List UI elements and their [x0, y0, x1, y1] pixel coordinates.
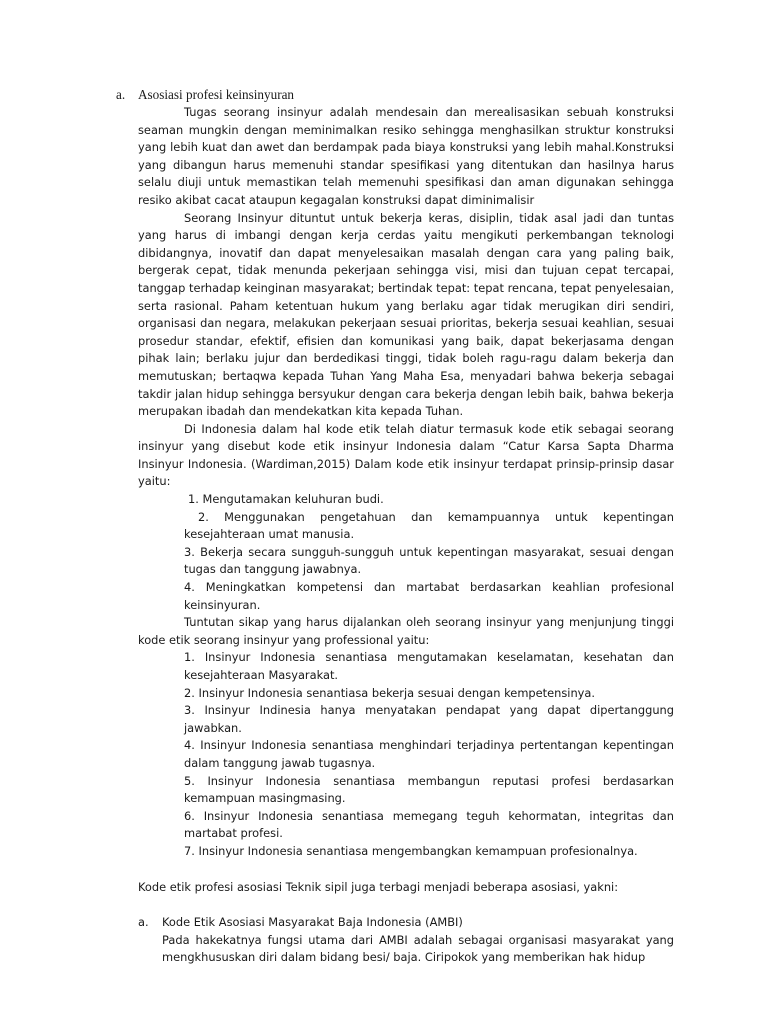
paragraph-engineer-demands: Seorang Insinyur dituntut untuk bekerja keras, disiplin, tidak asal jadi dan tuntas yang harus di imbangi dengan kerja cerdas yaitu mengikuti perkembangan teknologi dibidangnya, inovatif dan dapat menyelesaikan masalah dengan cara yang paling baik, bergerak cepat, tidak menunda pekerjaan sehingga visi, misi dan tujuan cepat tercapai, tanggap terhadap keinginan masyarakat; bertindak tepat: tepat rencana, tepat penyelesaian, serta rasional. Paham ketentuan hukum yang berlaku agar tidak merugikan diri sendiri, organisasi dan negara, melakukan pekerjaan sesuai prioritas, bekerja sesuai keahlian, sesuai prosedur standar, efektif, efisien dan komunikasi yang baik, dapat bekerjasama dengan pihak lain; berlaku jujur dan berdedikasi tinggi, tidak boleh ragu-ragu dalam bekerja dan memutuskan; bertaqwa kepada Tuhan Yang Maha Esa, menyadari bahwa bekerja sebagai takdir jalan hidup sehingga bersyukur dengan cara bekerja dengan lebih baik, bahwa bekerja merupakan ibadah dan mendekatkan kita kepada Tuhan.: [138, 210, 674, 419]
section-marker: a.: [116, 87, 126, 102]
demands-list: [138, 649, 674, 860]
list-item: 3. Bekerja secara sungguh-sungguh untuk kepentingan masyarakat, sesuai dengan tugas dan tanggung jawabnya.: [184, 544, 674, 577]
section-title: Asosiasi profesi keinsinyuran: [138, 87, 295, 102]
list-item: 1. Insinyur Indonesia senantiasa mengutamakan keselamatan, kesehatan dan kesejahteraan Masyarakat.: [184, 650, 674, 682]
list-item: 7. Insinyur Indonesia senantiasa mengembangkan kemampuan profesionalnya.: [184, 843, 638, 858]
paragraph-engineer-duty: Tugas seorang insinyur adalah mendesain dan merealisasikan sebuah konstruksi seaman mungkin dengan meminimalkan resiko sehingga menghasilkan struktur konstruksi yang lebih kuat dan awet dan berdampak pada biaya konstruksi yang lebih mahal.Konstruksi yang dibangun harus memenuhi standar spesifikasi yang ditentukan dan hasilnya harus selalu diuji untuk memastikan telah memenuhi spesifikasi dan aman digunakan sehingga resiko akibat cacat ataupun kegagalan konstruksi dapat diminimalisir: [138, 105, 674, 207]
list-item: 6. Insinyur Indonesia senantiasa memegang teguh kehormatan, integritas dan martabat profesi.: [184, 808, 674, 841]
principles-list: [138, 491, 674, 614]
subsection-ambi: [138, 914, 674, 967]
paragraph-demands-intro: Tuntutan sikap yang harus dijalankan oleh seorang insinyur yang menjunjung tinggi kode etik seorang insinyur yang professional yaitu:: [138, 615, 674, 647]
list-item: 4. Meningkatkan kompetensi dan martabat berdasarkan keahlian profesional keinsinyuran.: [184, 580, 674, 612]
list-item: 4. Insinyur Indonesia senantiasa menghindari terjadinya pertentangan kepentingan dalam tanggung jawab tugasnya.: [184, 738, 674, 770]
list-item: 2. Menggunakan pengetahuan dan kemampuannya untuk kepentingan kesejahteraan umat manusia.: [184, 509, 674, 542]
subsection-text: Pada hakekatnya fungsi utama dari AMBI adalah sebagai organisasi masyarakat yang mengkhususkan diri dalam bidang besi/ baja. Ciripokok yang memberikan hak hidup: [162, 932, 674, 965]
paragraph-closing: Kode etik profesi asosiasi Teknik sipil juga terbagi menjadi beberapa asosiasi, yakni:: [138, 879, 619, 894]
list-item: 2. Insinyur Indonesia senantiasa bekerja sesuai dengan kempetensinya.: [184, 685, 596, 700]
list-item: 1. Mengutamakan keluhuran budi.: [188, 492, 384, 507]
list-item: 5. Insinyur Indonesia senantiasa membangun reputasi profesi berdasarkan kemampuan masingmasing.: [184, 773, 674, 806]
section-heading: [116, 86, 674, 104]
subsection-marker: a.: [138, 915, 149, 930]
list-item: 3. Insinyur Indinesia hanya menyatakan pendapat yang dapat dipertanggung jawabkan.: [184, 703, 674, 735]
paragraph-code-of-ethics: Di Indonesia dalam hal kode etik telah diatur termasuk kode etik sebagai seorang insinyur yang disebut kode etik insinyur Indonesia dalam “Catur Karsa Sapta Dharma Insinyur Indonesia. (Wardiman,2015) Dalam kode etik insinyur terdapat prinsip-prinsip dasar yaitu:: [138, 421, 674, 489]
subsection-title: Kode Etik Asosiasi Masyarakat Baja Indonesia (AMBI): [162, 915, 463, 930]
